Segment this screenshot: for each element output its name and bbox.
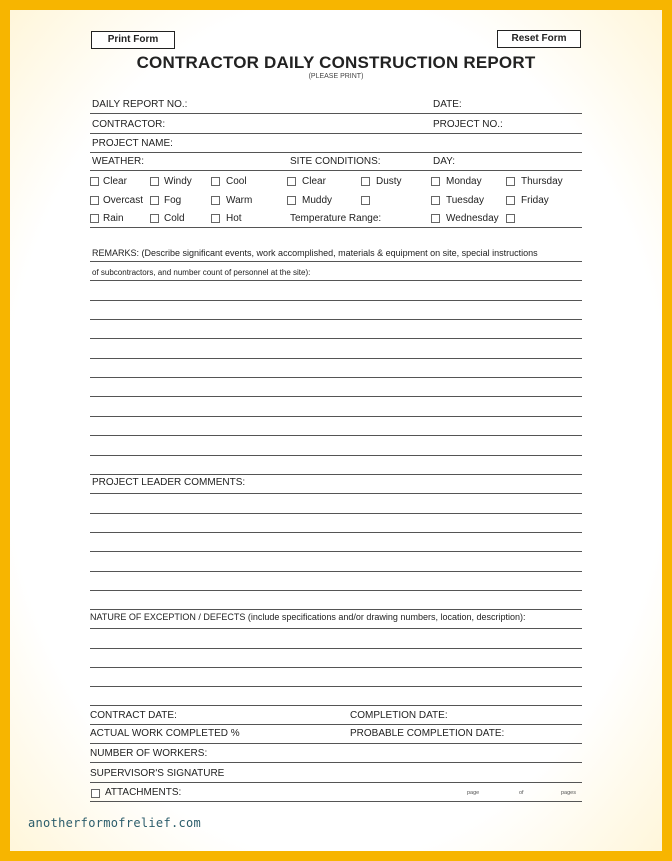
weather-clear-label: Clear [103, 176, 127, 187]
probable-completion-label: PROBABLE COMPLETION DATE: [350, 728, 505, 739]
site-dusty-checkbox[interactable] [361, 177, 370, 186]
day-wednesday-checkbox[interactable] [431, 214, 440, 223]
actual-work-field[interactable] [90, 743, 582, 744]
site-conditions-label: SITE CONDITIONS: [290, 156, 381, 167]
of-label: of [519, 790, 524, 796]
exceptions-line[interactable] [90, 686, 582, 687]
date-label: DATE: [433, 99, 462, 110]
weather-cool-checkbox[interactable] [211, 177, 220, 186]
weather-divider [90, 170, 582, 171]
remarks-label: REMARKS: (Describe significant events, work accomplished, materials & equipment on site, special instructions [92, 248, 538, 258]
leader-comments-line[interactable] [90, 493, 582, 494]
watermark-text: anotherformofrelief.com [28, 816, 202, 830]
conditions-divider [90, 227, 582, 228]
remarks-line[interactable] [90, 338, 582, 339]
weather-rain-label: Rain [103, 213, 124, 224]
signature-field[interactable] [90, 782, 582, 783]
weather-clear-checkbox[interactable] [90, 177, 99, 186]
contractor-label: CONTRACTOR: [92, 119, 166, 130]
site-muddy-label: Muddy [302, 195, 333, 206]
day-thursday-label: Thursday [521, 176, 563, 187]
actual-work-label: ACTUAL WORK COMPLETED % [90, 728, 240, 739]
project-name-label: PROJECT NAME: [92, 138, 173, 149]
completion-date-label: COMPLETION DATE: [350, 710, 448, 721]
weather-fog-label: Fog [164, 195, 182, 206]
print-form-button[interactable]: Print Form [91, 31, 175, 49]
day-monday-label: Monday [446, 176, 482, 187]
remarks-line[interactable] [90, 396, 582, 397]
signature-label: SUPERVISOR'S SIGNATURE [90, 768, 225, 779]
leader-comments-line[interactable] [90, 513, 582, 514]
weather-cool-label: Cool [226, 176, 247, 187]
contract-date-label: CONTRACT DATE: [90, 710, 177, 721]
site-muddy-checkbox[interactable] [287, 196, 296, 205]
remarks-line[interactable] [90, 455, 582, 456]
attachments-field[interactable] [90, 801, 582, 802]
weather-windy-checkbox[interactable] [150, 177, 159, 186]
weather-hot-checkbox[interactable] [211, 214, 220, 223]
day-monday-checkbox[interactable] [431, 177, 440, 186]
weather-hot-label: Hot [226, 213, 242, 224]
weather-rain-checkbox[interactable] [90, 214, 99, 223]
remarks-label-continued: of subcontractors, and number count of personnel at the site): [92, 268, 311, 277]
exceptions-line[interactable] [90, 705, 582, 706]
day-friday-checkbox[interactable] [506, 196, 515, 205]
weather-overcast-checkbox[interactable] [90, 196, 99, 205]
page-subtitle: (PLEASE PRINT) [308, 73, 364, 80]
day-tuesday-label: Tuesday [446, 195, 484, 206]
reset-form-button[interactable]: Reset Form [497, 30, 581, 48]
day-friday-label: Friday [521, 195, 549, 206]
daily-report-no-field[interactable] [90, 113, 582, 114]
remarks-line[interactable] [90, 358, 582, 359]
remarks-line[interactable] [90, 280, 582, 281]
workers-label: NUMBER OF WORKERS: [90, 748, 208, 759]
exceptions-line[interactable] [90, 667, 582, 668]
temperature-range-label: Temperature Range: [290, 213, 382, 224]
exceptions-label [90, 612, 526, 623]
day-wednesday-label: Wednesday [446, 213, 499, 224]
remarks-line[interactable] [90, 261, 582, 262]
remarks-line[interactable] [90, 416, 582, 417]
remarks-line[interactable] [90, 474, 582, 475]
day-label: DAY: [433, 156, 456, 167]
weather-cold-label: Cold [164, 213, 185, 224]
remarks-line[interactable] [90, 377, 582, 378]
attachments-label: ATTACHMENTS: [105, 787, 182, 798]
attachments-checkbox[interactable] [91, 789, 100, 798]
daily-report-no-label: DAILY REPORT NO.: [92, 99, 188, 110]
weather-label: WEATHER: [92, 156, 145, 167]
site-dusty-label: Dusty [376, 176, 402, 187]
exceptions-label-text: NATURE OF EXCEPTION / DEFECTS (include specifications and/or drawing numbers, location, description): [90, 612, 526, 622]
leader-comments-line[interactable] [90, 590, 582, 591]
remarks-line[interactable] [90, 319, 582, 320]
leader-comments-line[interactable] [90, 551, 582, 552]
page-title: CONTRACTOR DAILY CONSTRUCTION REPORT [136, 53, 536, 72]
page-label: page [467, 790, 480, 796]
weather-cold-checkbox[interactable] [150, 214, 159, 223]
site-clear-checkbox[interactable] [287, 177, 296, 186]
weather-windy-label: Windy [164, 176, 192, 187]
weather-warm-label: Warm [226, 195, 253, 206]
leader-comments-line[interactable] [90, 571, 582, 572]
remarks-line[interactable] [90, 300, 582, 301]
day-other-checkbox[interactable] [506, 214, 515, 223]
pages-label: pages [561, 790, 576, 796]
project-name-field[interactable] [90, 152, 582, 153]
exceptions-line[interactable] [90, 648, 582, 649]
contract-date-field[interactable] [90, 724, 582, 725]
workers-field[interactable] [90, 762, 582, 763]
day-thursday-checkbox[interactable] [506, 177, 515, 186]
remarks-line[interactable] [90, 435, 582, 436]
day-tuesday-checkbox[interactable] [431, 196, 440, 205]
contractor-field[interactable] [90, 133, 582, 134]
leader-comments-line[interactable] [90, 532, 582, 533]
weather-warm-checkbox[interactable] [211, 196, 220, 205]
site-other-checkbox[interactable] [361, 196, 370, 205]
leader-comments-line[interactable] [90, 609, 582, 610]
site-clear-label: Clear [302, 176, 326, 187]
leader-comments-label: PROJECT LEADER COMMENTS: [92, 477, 246, 488]
weather-overcast-label: Overcast [103, 195, 144, 206]
exceptions-line[interactable] [90, 628, 582, 629]
weather-fog-checkbox[interactable] [150, 196, 159, 205]
project-no-label: PROJECT NO.: [433, 119, 503, 130]
